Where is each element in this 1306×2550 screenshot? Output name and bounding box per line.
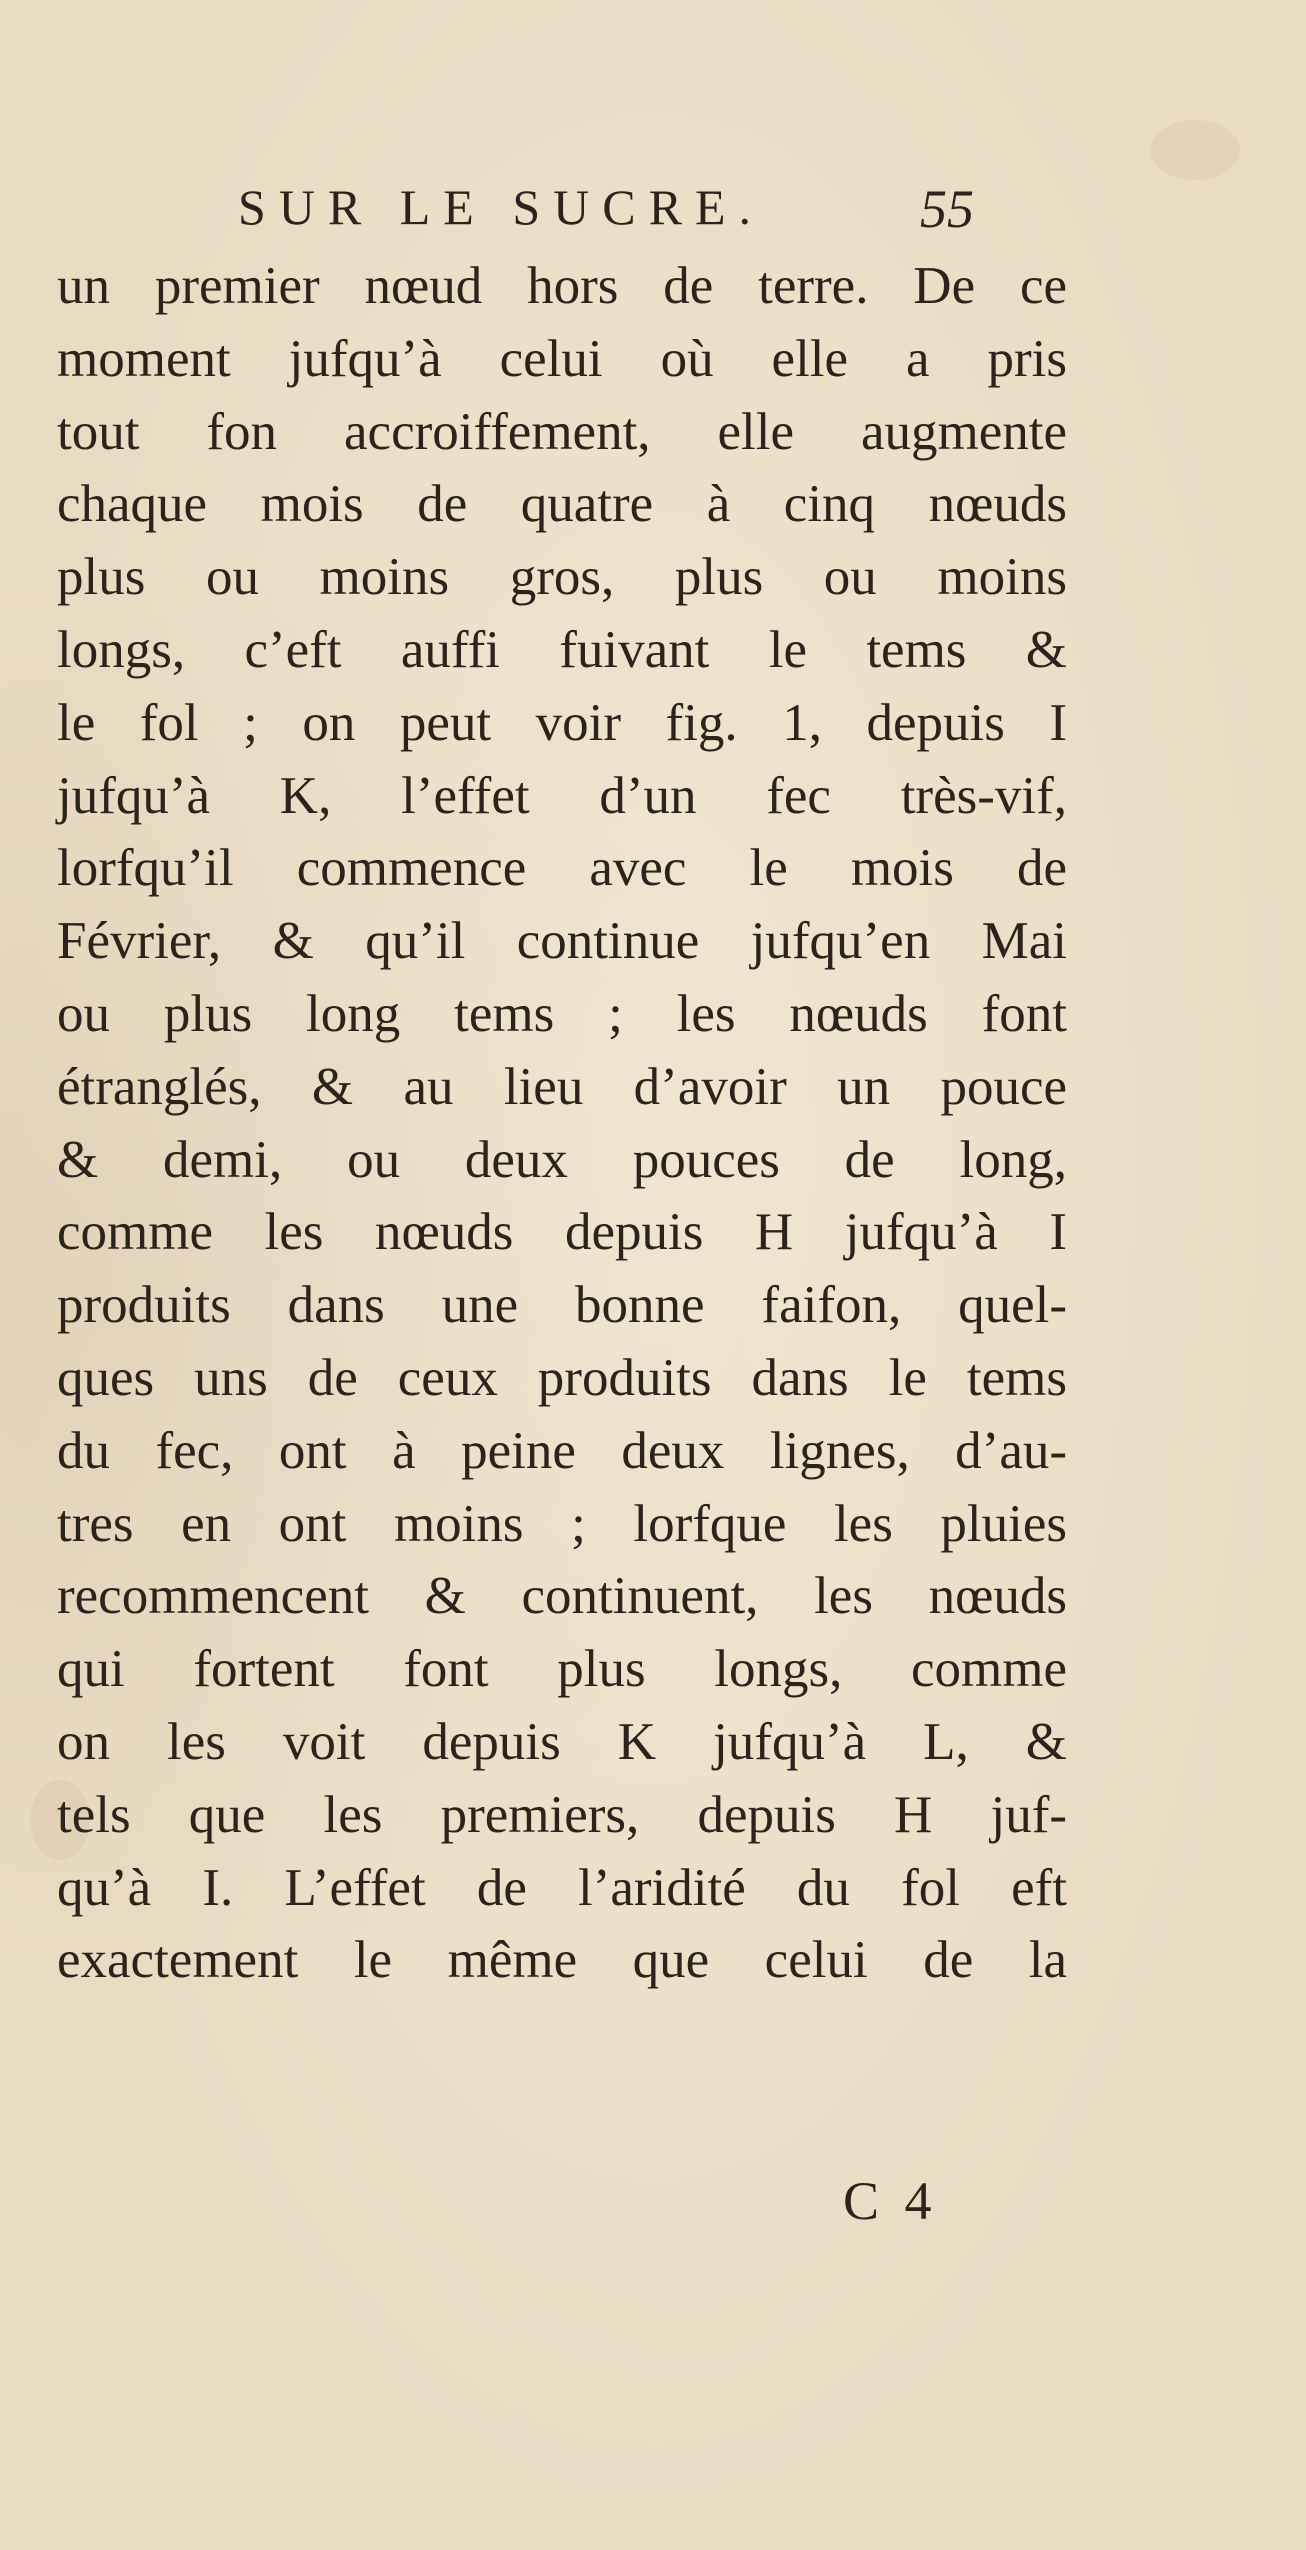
text-line: longs, c’eft auffi fuivant le tems &: [57, 620, 1067, 679]
text-line: ques uns de ceux produits dans le tems: [57, 1348, 1067, 1407]
text-line: moment jufqu’à celui où elle a pris: [57, 329, 1067, 388]
text-line: jufqu’à K, l’effet d’un fec très-vif,: [57, 766, 1067, 825]
running-title: SUR LE SUCRE.: [238, 179, 765, 235]
text-line: on les voit depuis K jufqu’à L, &: [57, 1712, 1067, 1771]
text-line: tres en ont moins ; lorfque les pluies: [57, 1494, 1067, 1553]
text-line: recommencent & continuent, les nœuds: [57, 1567, 1067, 1626]
page-number: 55: [920, 179, 974, 239]
text-line: lorfqu’il commence avec le mois de: [57, 839, 1067, 898]
text-line: & demi, ou deux pouces de long,: [57, 1130, 1067, 1189]
text-line: Février, & qu’il continue jufqu’en Mai: [57, 912, 1067, 971]
text-line: tels que les premiers, depuis H juf-: [57, 1785, 1067, 1844]
text-line: du fec, ont à peine deux lignes, d’au-: [57, 1421, 1067, 1480]
text-line: comme les nœuds depuis H jufqu’à I: [57, 1203, 1067, 1262]
text-line: qui fortent font plus longs, comme: [57, 1640, 1067, 1699]
text-line: plus ou moins gros, plus ou moins: [57, 548, 1067, 607]
signature-mark: C 4: [843, 2171, 938, 2231]
body-text: [57, 250, 1067, 1997]
text-line: ou plus long tems ; les nœuds font: [57, 984, 1067, 1043]
text-line: le fol ; on peut voir fig. 1, depuis I: [57, 693, 1067, 752]
running-head: [0, 178, 1306, 248]
paper-stain: [1150, 120, 1240, 180]
text-line: exactement le même que celui de la: [57, 1931, 1067, 1990]
text-line: un premier nœud hors de terre. De ce: [57, 257, 1067, 315]
text-line: qu’à I. L’effet de l’aridité du fol eft: [57, 1858, 1067, 1917]
text-line: produits dans une bonne faifon, quel-: [57, 1276, 1067, 1335]
text-line: chaque mois de quatre à cinq nœuds: [57, 475, 1067, 534]
text-line: tout fon accroiffement, elle augmente: [57, 402, 1067, 461]
text-line: étranglés, & au lieu d’avoir un pouce: [57, 1057, 1067, 1116]
